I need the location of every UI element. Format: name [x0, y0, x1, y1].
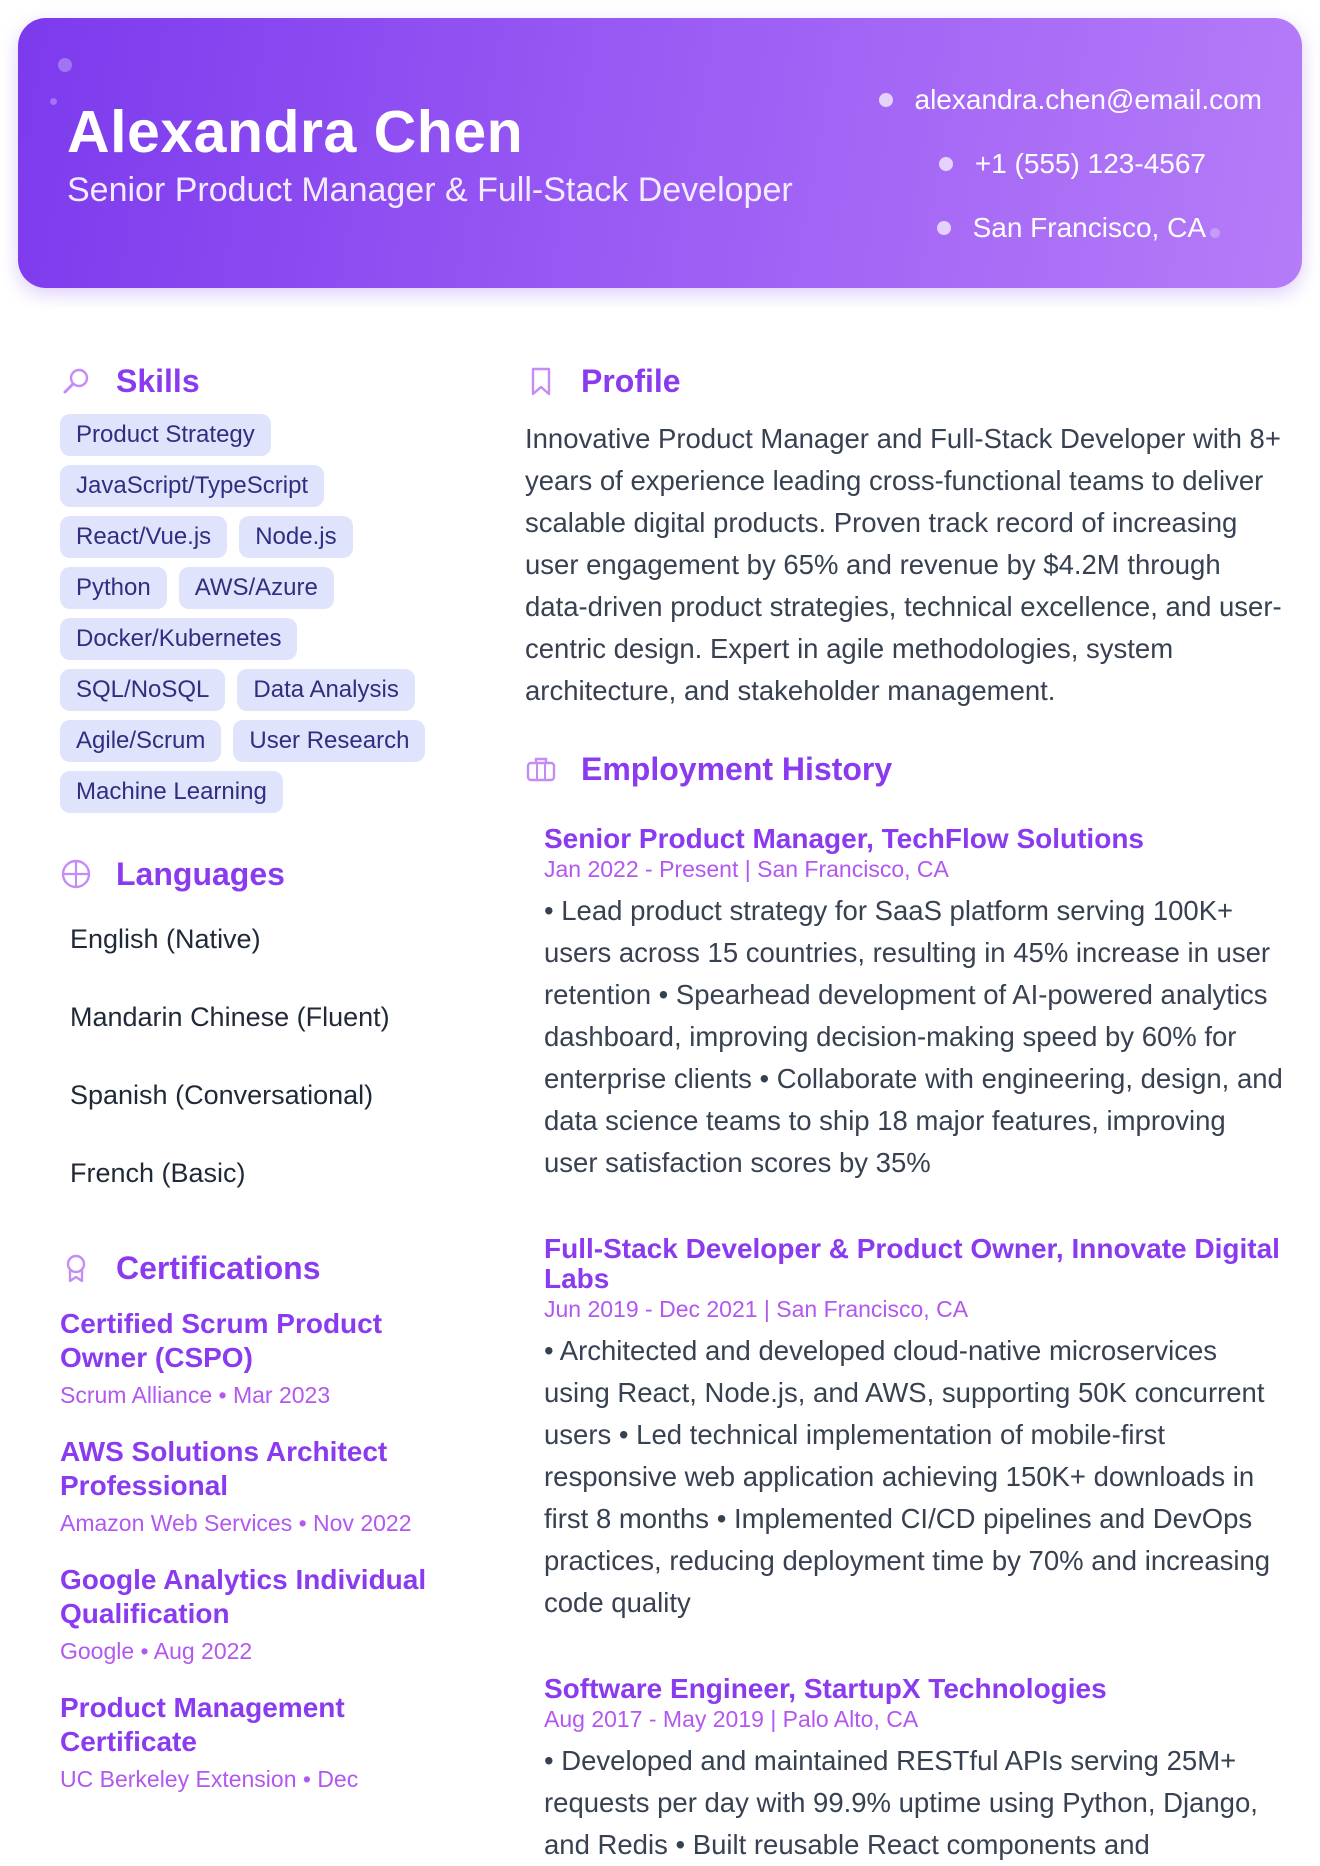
skill-chip: Python	[60, 567, 167, 609]
job-meta: Jan 2022 - Present | San Francisco, CA	[544, 856, 949, 882]
contact-location	[802, 196, 1262, 260]
briefcase-icon	[525, 753, 557, 785]
job-meta: Aug 2017 - May 2019 | Palo Alto, CA	[544, 1706, 919, 1732]
award-icon	[60, 1252, 92, 1284]
certification-name: AWS Solutions Architect Professional	[60, 1436, 388, 1501]
job-description: • Lead product strategy for SaaS platform serving 100K+ users across 15 countries, resulting in 45% increase in user retention • Spearhead development of AI-powered analytics dashboard, improving decision-making speed by 60% for enterprise clients • Collaborate with engineering, design, and data science teams to ship 18 major features, improving user satisfaction scores by 35%	[544, 895, 1283, 1178]
profile-heading	[525, 356, 1285, 406]
skills-list	[60, 414, 440, 813]
magnifier-icon	[60, 365, 92, 397]
certification-meta: Scrum Alliance • Mar 2023	[60, 1382, 331, 1408]
skill-chip: AWS/Azure	[179, 567, 334, 609]
certifications-heading	[60, 1243, 440, 1293]
certification-item	[60, 1563, 440, 1665]
skill-chip: Docker/Kubernetes	[60, 618, 297, 660]
employment-heading	[525, 744, 1285, 794]
skill-chip: SQL/NoSQL	[60, 669, 225, 711]
language-item: Spanish (Conversational)	[70, 1080, 374, 1110]
job-title: Senior Product Manager, TechFlow Solutions	[544, 823, 1144, 854]
certification-name: Google Analytics Individual Qualification	[60, 1564, 427, 1629]
contact-email[interactable]	[802, 68, 1262, 132]
languages-heading	[60, 849, 440, 899]
certification-meta: Google • Aug 2022	[60, 1638, 253, 1664]
bullet-icon	[937, 221, 951, 235]
bullet-icon	[939, 157, 953, 171]
contact-phone[interactable]	[802, 132, 1262, 196]
certification-meta: UC Berkeley Extension • Dec	[60, 1766, 359, 1792]
candidate-title: Senior Product Manager & Full-Stack Developer	[67, 171, 793, 209]
skill-chip: Node.js	[239, 516, 352, 558]
language-item: Mandarin Chinese (Fluent)	[70, 1002, 390, 1032]
job-title: Full-Stack Developer & Product Owner, Innovate Digital Labs	[544, 1233, 1280, 1294]
job-description: • Architected and developed cloud-native microservices using React, Node.js, and AWS, supporting 50K concurrent users • Led technical implementation of mobile-first responsive web application achieving 150K+ downloads in first 8 months • Implemented CI/CD pipelines and DevOps practices, reducing deployment time by 70% and increasing code quality	[544, 1335, 1271, 1618]
employment-title: Employment History	[581, 750, 893, 787]
certification-name: Certified Scrum Product Owner (CSPO)	[60, 1308, 383, 1373]
resume-header	[18, 18, 1302, 288]
decorative-dot	[58, 58, 72, 72]
bullet-icon	[879, 93, 893, 107]
location-text: San Francisco, CA	[972, 212, 1206, 243]
skills-title: Skills	[116, 362, 200, 399]
job-entry	[525, 824, 1285, 1184]
candidate-name: Alexandra Chen	[67, 99, 524, 165]
certifications-list	[60, 1307, 440, 1793]
skill-chip: User Research	[233, 720, 425, 762]
certification-item	[60, 1691, 440, 1793]
skill-chip: JavaScript/TypeScript	[60, 465, 324, 507]
skill-chip: React/Vue.js	[60, 516, 227, 558]
language-item: French (Basic)	[70, 1158, 246, 1188]
language-item: English (Native)	[70, 924, 261, 954]
phone-text: +1 (555) 123-4567	[974, 148, 1206, 179]
skill-chip: Data Analysis	[237, 669, 414, 711]
skill-chip: Machine Learning	[60, 771, 283, 813]
certification-item	[60, 1307, 440, 1409]
right-column	[525, 356, 1285, 1866]
contact-info	[802, 68, 1262, 260]
job-description: • Developed and maintained RESTful APIs serving 25M+ requests per day with 99.9% uptime using Python, Django, and Redis • Built reusable React components and	[544, 1745, 1258, 1860]
profile-title: Profile	[581, 362, 681, 399]
skills-heading	[60, 356, 440, 406]
bookmark-icon	[525, 365, 557, 397]
certification-item	[60, 1435, 440, 1537]
job-entry	[525, 1674, 1285, 1866]
profile-summary: Innovative Product Manager and Full-Stack Developer with 8+ years of experience leading cross-functional teams to deliver scalable digital products. Proven track record of increasing user engagement by 65% and revenue by $4.2M through data-driven product strategies, technical excellence, and user-centric design. Expert in agile methodologies, system architecture, and stakeholder management.	[525, 423, 1282, 706]
job-title: Software Engineer, StartupX Technologies	[544, 1673, 1107, 1704]
left-column	[60, 356, 440, 1819]
skill-chip: Agile/Scrum	[60, 720, 221, 762]
languages-list	[60, 919, 440, 1231]
decorative-dot	[50, 98, 57, 105]
job-meta: Jun 2019 - Dec 2021 | San Francisco, CA	[544, 1296, 969, 1322]
certification-name: Product Management Certificate	[60, 1692, 345, 1757]
job-entry	[525, 1234, 1285, 1624]
skill-chip: Product Strategy	[60, 414, 271, 456]
certification-meta: Amazon Web Services • Nov 2022	[60, 1510, 412, 1536]
email-text: alexandra.chen@email.com	[914, 84, 1262, 115]
globe-icon	[60, 858, 92, 890]
languages-title: Languages	[116, 855, 285, 892]
certifications-title: Certifications	[116, 1249, 321, 1286]
